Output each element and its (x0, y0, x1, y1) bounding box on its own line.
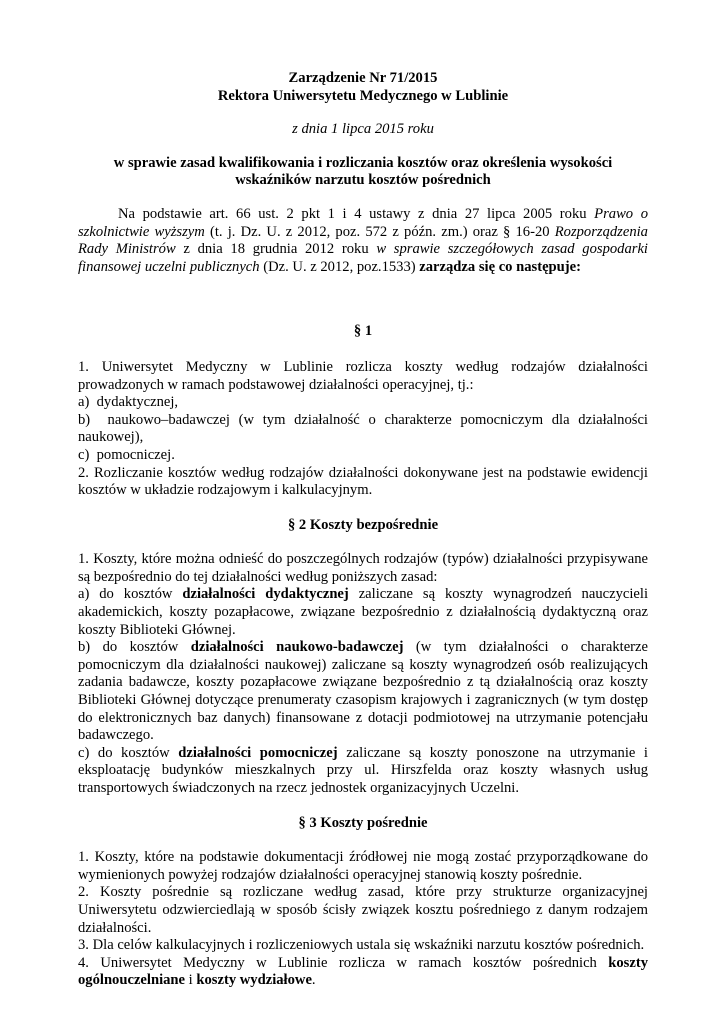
item-c-prefix: c) do kosztów (78, 744, 179, 761)
item-a-bold: działalności dydaktycznej (182, 586, 349, 603)
document-date: z dnia 1 lipca 2015 roku (292, 121, 434, 138)
section-3-point-1: 1. Koszty, które na podstawie dokumentacji źródłowej nie mogą zostać przyporządkowane do wymienionych powyżej rodzajów działalności operacyjnej stanowią koszty pośrednie. (78, 849, 648, 883)
point-4-mid: i (185, 972, 197, 989)
document-title (78, 70, 648, 105)
intro-text-2: (t. j. Dz. U. z 2012, poz. 572 z późn. zm.) oraz § 16-20 (204, 223, 555, 240)
point-4-end: . (311, 972, 316, 989)
intro-text-3: z dnia 18 grudnia 2012 roku (175, 241, 377, 258)
legal-basis-paragraph (78, 206, 648, 276)
intro-regulation-subject: w sprawie szczegółowych zasad gospodarki finansowej uczelni publicznych (78, 241, 648, 275)
title-line-1: Zarządzenie Nr 71/2015 (288, 70, 438, 86)
intro-text-4: (Dz. U. z 2012, poz.1533) (259, 258, 420, 275)
item-b-bold: działalności naukowo-badawczej (190, 639, 404, 656)
section-1-item-b: b) naukowo–badawczej (w tym działalność o charakterze pomocniczym dla działalności naukowej), (78, 411, 648, 446)
section-1-heading: § 1 (353, 323, 373, 340)
section-1-point-1: 1. Uniwersytet Medyczny w Lublinie rozlicza koszty według rodzajów działalności prowadzonych w ramach podstawowej działalności operacyjnej, tj.: (78, 358, 648, 393)
section-2-heading: § 2 Koszty bezpośrednie (287, 516, 439, 533)
section-3-point-4 (78, 955, 648, 990)
section-2-item-b (78, 639, 648, 745)
section-3-point-2: 2. Koszty pośrednie są rozliczane według zasad, które przy strukturze organizacyjnej Uniwersytetu odzwierciedlają w sposób ścisły związek kosztu pośredniego z danym rodzajem działalności. (78, 884, 648, 936)
item-a-text: zaliczane są koszty wynagrodzeń nauczycieli akademickich, koszty pozapłacowe, związane bezpośrednio z działalnością dydaktyczną oraz koszty Biblioteki Głównej. (78, 586, 648, 638)
section-1-item-c: c) pomocniczej. (78, 446, 175, 463)
section-2-item-c (78, 745, 648, 798)
item-b-text: (w tym działalności o charakterze pomocniczym dla działalności naukowej) zaliczane są koszty wynagrodzeń osób realizujących zadania badawcze, koszty pozapłacowe związane bezpośrednio z tą działalnością oraz koszty Biblioteki Głównej dotyczące prenumeraty czasopism krajowych i zagranicznych (w tym dostęp do elektronicznych baz danych) finansowane z dotacji podmiotowej na utrzymanie potencjału badawczego. (78, 639, 649, 744)
subject-line-2: wskaźników narzutu kosztów pośrednich (235, 172, 491, 189)
item-c-bold: działalności pomocniczej (178, 744, 338, 761)
section-3-point-3: 3. Dla celów kalkulacyjnych i rozliczeniowych ustala się wskaźniki narzutu kosztów pośrednich. (78, 937, 645, 954)
section-2-point-1: 1. Koszty, które można odnieść do poszczególnych rodzajów (typów) działalności przypisywane są bezpośrednio do tej działalności według poniższych zasad: (78, 551, 648, 585)
section-3-body (78, 849, 648, 990)
document-page (78, 70, 648, 990)
item-a-prefix: a) do kosztów (78, 586, 183, 603)
intro-decree-phrase: zarządza się co następuje: (419, 258, 581, 275)
item-c-text: zaliczane są koszty ponoszone na utrzymanie i eksploatację budynków mieszkalnych przy ul. Hirszfelda oraz koszty własnych usług transportowych świadczonych na rzecz jednostek organizacyjnych Uczelni. (78, 744, 648, 796)
section-2-body (78, 551, 648, 797)
section-1-item-a: a) dydaktycznej, (78, 394, 179, 411)
section-3-heading: § 3 Koszty pośrednie (298, 814, 428, 831)
point-4-prefix: 4. Uniwersytet Medyczny w Lublinie rozlicza w ramach kosztów pośrednich (78, 954, 609, 971)
document-subject (78, 155, 648, 190)
point-4-bold-1: koszty ogólnouczelniane (78, 954, 648, 989)
intro-text-1: Na podstawie art. 66 ust. 2 pkt 1 i 4 ustawy z dnia 27 lipca 2005 roku (118, 205, 595, 222)
section-2-item-a (78, 586, 648, 639)
intro-act-title: Prawo o szkolnictwie wyższym (78, 205, 648, 240)
subject-line-1: w sprawie zasad kwalifikowania i rozliczania kosztów oraz określenia wysokości (113, 154, 613, 171)
point-4-bold-2: koszty wydziałowe (196, 972, 312, 989)
intro-regulation-title: Rozporządzenia Rady Ministrów (78, 223, 648, 258)
section-1-body (78, 359, 648, 500)
title-line-2: Rektora Uniwersytetu Medycznego w Lublinie (217, 87, 509, 104)
section-1-point-2: 2. Rozliczanie kosztów według rodzajów działalności dokonywane jest na podstawie ewidencji kosztów w układzie rodzajowym i kalkulacyjnym. (78, 464, 648, 499)
item-b-prefix: b) do kosztów (78, 639, 191, 656)
